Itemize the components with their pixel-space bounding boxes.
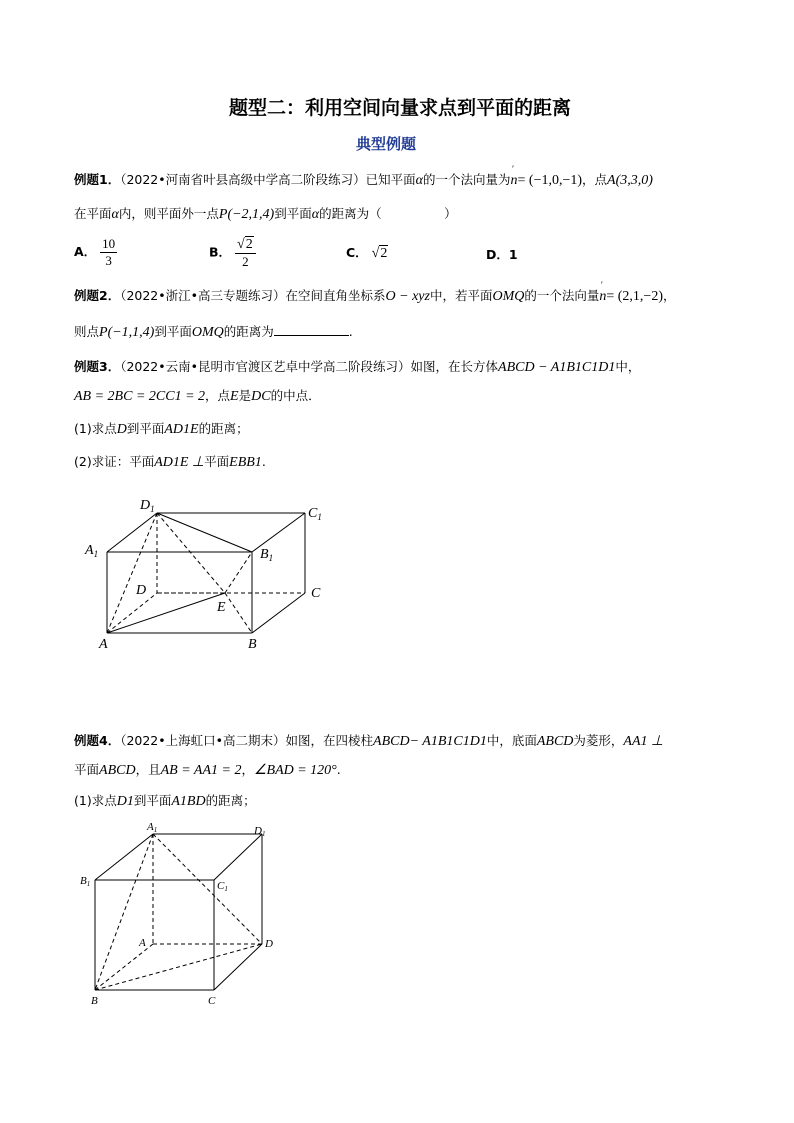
example-3-question-1: (1)求点D到平面AD1E的距离； <box>74 421 249 437</box>
example-2-line-1: 例题2．（2022•浙江•高三专题练习）在空间直角坐标系O − xyz中，若平面OMQ的一个法向量 ' n= (2,1,−2)， <box>74 280 676 304</box>
label-A1: $A_1$ <box>85 543 99 559</box>
example-1-option-d: D．1 <box>486 247 518 262</box>
example-1-label: 例题1． <box>74 172 121 187</box>
example-1-option-b: B． $\frac{√2}{2}$ <box>209 236 256 270</box>
label-A1: A1 <box>147 821 158 834</box>
section-subtitle: 典型例题 <box>356 135 417 153</box>
example-2-label: 例题2． <box>74 288 121 303</box>
example-3-question-2: (2)求证：平面AD1E ⊥平面EBB1. <box>74 454 266 470</box>
label-B: B <box>248 637 257 652</box>
example-4-line-1: 例题4．（2022•上海虹口•高二期末）如图，在四棱柱ABCD− A1B1C1D1中，底面ABCD为菱形，AA1 ⊥ <box>74 733 664 749</box>
label-D1: D1 <box>254 825 266 838</box>
label-B1: $B_1$ <box>260 547 274 563</box>
example-2-line-2: 则点P(−1,1,4)到平面OMQ的距离为 . <box>74 324 353 340</box>
example-1-option-c: C． √2 <box>346 245 388 261</box>
page-title: 题型二：利用空间向量求点到平面的距离 <box>229 97 572 119</box>
example-3-label: 例题3． <box>74 359 121 374</box>
example-4-question-1: (1)求点D1到平面A1BD的距离； <box>74 793 256 809</box>
label-C1: C1 <box>217 880 228 893</box>
label-A: A <box>99 637 108 652</box>
label-B: B <box>91 995 98 1007</box>
example-3-line-2: AB = 2BC = 2CC1 = 2，点E是DC的中点． <box>74 388 321 404</box>
label-E: E <box>217 600 226 615</box>
example-1-line-1: 例题1．（2022•河南省叶县高级中学高二阶段练习）已知平面α的一个法向量为 ' n= (−1,0,−1)，点A(3,3,0) <box>74 164 653 188</box>
answer-blank <box>274 323 349 336</box>
example-1-line-2: 在平面α内，则平面外一点P(−2,1,4)到平面α的距离为（ ） <box>74 206 457 222</box>
label-D: D <box>136 583 147 598</box>
label-D1: $D_1$ <box>140 498 155 514</box>
example-4-label: 例题4． <box>74 733 121 748</box>
label-A: A <box>139 937 146 949</box>
label-C1: $C_1$ <box>308 506 322 522</box>
figure-prism-ex4 <box>75 818 295 1018</box>
label-D: D <box>265 938 273 950</box>
example-4-line-2: 平面ABCD，且AB = AA1 = 2，∠BAD = 120°. <box>74 762 341 778</box>
example-1-option-a: A． $\frac{10}{3}$ <box>74 236 116 268</box>
label-C: C <box>311 586 321 601</box>
label-B1: B1 <box>80 875 91 888</box>
label-C: C <box>208 995 216 1007</box>
example-3-line-1: 例题3．（2022•云南•昆明市官渡区艺卓中学高二阶段练习）如图，在长方体ABCD − A1B1C1D1中， <box>74 359 641 375</box>
figure-cuboid-ex3 <box>70 490 350 660</box>
